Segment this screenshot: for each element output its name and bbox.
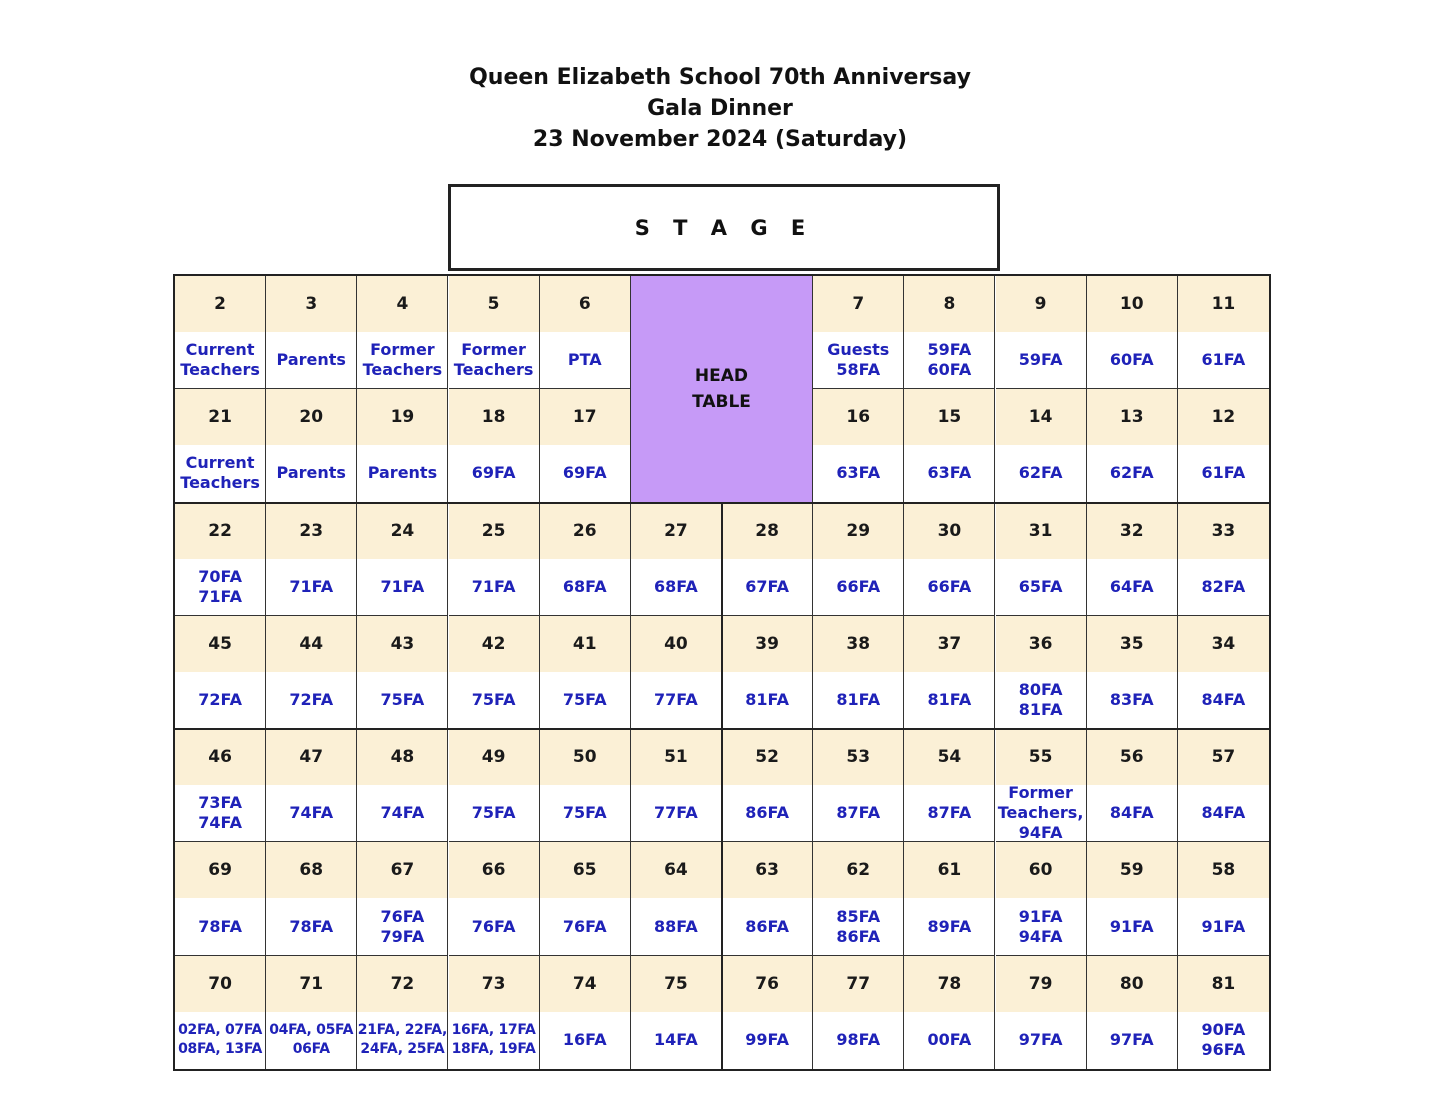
table-number: 7 <box>813 276 904 332</box>
table-assignment: 70FA 71FA <box>175 559 266 616</box>
table-assignment: 78FA <box>175 898 266 955</box>
stage-label: S T A G E <box>634 215 814 240</box>
table-number: 2 <box>175 276 266 332</box>
table-assignment: 61FA <box>1178 332 1269 389</box>
table-assignment: 80FA 81FA <box>996 672 1087 729</box>
table-assignment: 89FA <box>904 898 995 955</box>
table-number: 45 <box>175 616 266 672</box>
table-assignment: 64FA <box>1087 559 1178 616</box>
table-assignment: Parents <box>266 332 357 389</box>
table-assignment: 14FA <box>631 1012 722 1069</box>
table-number: 41 <box>540 616 631 672</box>
table-assignment: 88FA <box>631 898 722 955</box>
table-assignment: 76FA <box>540 898 631 955</box>
table-assignment: PTA <box>540 332 631 389</box>
table-assignment: 75FA <box>357 672 448 729</box>
table-number: 79 <box>996 956 1087 1012</box>
table-assignment: 81FA <box>813 672 904 729</box>
table-assignment: 60FA <box>1087 332 1178 389</box>
table-number: 59 <box>1087 842 1178 898</box>
table-assignment: 73FA 74FA <box>175 785 266 842</box>
table-number: 16 <box>813 389 904 445</box>
table-assignment: Parents <box>266 445 357 502</box>
table-number: 42 <box>449 616 540 672</box>
table-number: 13 <box>1087 389 1178 445</box>
table-number: 67 <box>357 842 448 898</box>
table-assignment: 83FA <box>1087 672 1178 729</box>
table-assignment: 16FA, 17FA 18FA, 19FA <box>449 1012 540 1069</box>
table-assignment: 97FA <box>996 1012 1087 1069</box>
table-number: 47 <box>266 729 357 785</box>
table-assignment: Former Teachers <box>357 332 448 389</box>
table-assignment: 74FA <box>357 785 448 842</box>
table-assignment: 04FA, 05FA 06FA <box>266 1012 357 1069</box>
table-assignment: 98FA <box>813 1012 904 1069</box>
table-number: 26 <box>540 503 631 559</box>
table-number: 22 <box>175 503 266 559</box>
table-number: 71 <box>266 956 357 1012</box>
table-number: 38 <box>813 616 904 672</box>
table-number: 10 <box>1087 276 1178 332</box>
table-number: 14 <box>996 389 1087 445</box>
table-number: 40 <box>631 616 722 672</box>
table-assignment: 75FA <box>449 785 540 842</box>
table-assignment: 71FA <box>266 559 357 616</box>
head-table <box>631 276 813 503</box>
table-number: 63 <box>722 842 813 898</box>
table-assignment: 61FA <box>1178 445 1269 502</box>
table-assignment: 71FA <box>357 559 448 616</box>
table-number: 65 <box>540 842 631 898</box>
table-assignment: 69FA <box>540 445 631 502</box>
table-assignment: 85FA 86FA <box>813 898 904 955</box>
table-assignment: 72FA <box>266 672 357 729</box>
table-number: 24 <box>357 503 448 559</box>
table-assignment: 66FA <box>904 559 995 616</box>
table-assignment: 74FA <box>266 785 357 842</box>
table-assignment: 81FA <box>722 672 813 729</box>
table-number: 62 <box>813 842 904 898</box>
table-assignment: 63FA <box>904 445 995 502</box>
table-number: 9 <box>996 276 1087 332</box>
table-assignment: 87FA <box>904 785 995 842</box>
table-number: 72 <box>357 956 448 1012</box>
table-number: 73 <box>449 956 540 1012</box>
table-number: 27 <box>631 503 722 559</box>
table-number: 44 <box>266 616 357 672</box>
table-assignment: 91FA <box>1178 898 1269 955</box>
table-assignment: 91FA <box>1087 898 1178 955</box>
table-number: 70 <box>175 956 266 1012</box>
table-number: 66 <box>449 842 540 898</box>
table-assignment: 71FA <box>449 559 540 616</box>
table-number: 76 <box>722 956 813 1012</box>
head-table-label: HEAD TABLE <box>692 365 751 412</box>
table-number: 18 <box>449 389 540 445</box>
stage <box>448 184 1000 271</box>
table-assignment: 75FA <box>449 672 540 729</box>
table-assignment: Guests 58FA <box>813 332 904 389</box>
table-number: 46 <box>175 729 266 785</box>
table-number: 61 <box>904 842 995 898</box>
table-number: 29 <box>813 503 904 559</box>
table-assignment: 86FA <box>722 898 813 955</box>
table-assignment: 67FA <box>722 559 813 616</box>
table-assignment: 02FA, 07FA 08FA, 13FA <box>175 1012 266 1069</box>
table-assignment: 86FA <box>722 785 813 842</box>
table-assignment: 00FA <box>904 1012 995 1069</box>
table-number: 58 <box>1178 842 1269 898</box>
table-number: 17 <box>540 389 631 445</box>
table-number: 64 <box>631 842 722 898</box>
table-number: 56 <box>1087 729 1178 785</box>
table-assignment: 76FA 79FA <box>357 898 448 955</box>
table-assignment: 68FA <box>631 559 722 616</box>
table-assignment: 84FA <box>1178 785 1269 842</box>
table-number: 34 <box>1178 616 1269 672</box>
table-assignment: 77FA <box>631 785 722 842</box>
table-number: 12 <box>1178 389 1269 445</box>
aisle-divider <box>721 503 723 1069</box>
table-number: 25 <box>449 503 540 559</box>
table-assignment: 97FA <box>1087 1012 1178 1069</box>
table-assignment: 65FA <box>996 559 1087 616</box>
table-assignment: Current Teachers <box>175 445 266 502</box>
table-number: 54 <box>904 729 995 785</box>
table-assignment: 78FA <box>266 898 357 955</box>
table-number: 15 <box>904 389 995 445</box>
table-number: 31 <box>996 503 1087 559</box>
table-assignment: 75FA <box>540 672 631 729</box>
table-assignment: 59FA <box>996 332 1087 389</box>
table-number: 6 <box>540 276 631 332</box>
table-number: 39 <box>722 616 813 672</box>
table-number: 60 <box>996 842 1087 898</box>
table-number: 57 <box>1178 729 1269 785</box>
page-title <box>0 62 1440 155</box>
table-assignment: 21FA, 22FA, 24FA, 25FA <box>357 1012 448 1069</box>
table-number: 78 <box>904 956 995 1012</box>
table-number: 52 <box>722 729 813 785</box>
seating-grid <box>175 276 1269 1069</box>
table-number: 21 <box>175 389 266 445</box>
table-number: 51 <box>631 729 722 785</box>
table-number: 37 <box>904 616 995 672</box>
table-assignment: 75FA <box>540 785 631 842</box>
table-number: 36 <box>996 616 1087 672</box>
table-number: 53 <box>813 729 904 785</box>
table-number: 69 <box>175 842 266 898</box>
title-line-date: 23 November 2024 (Saturday) <box>532 127 908 152</box>
table-assignment: 84FA <box>1178 672 1269 729</box>
table-number: 32 <box>1087 503 1178 559</box>
table-assignment: Former Teachers <box>449 332 540 389</box>
table-assignment: 63FA <box>813 445 904 502</box>
table-number: 50 <box>540 729 631 785</box>
table-assignment: 59FA 60FA <box>904 332 995 389</box>
table-assignment: 16FA <box>540 1012 631 1069</box>
table-number: 4 <box>357 276 448 332</box>
table-assignment: 91FA 94FA <box>996 898 1087 955</box>
table-number: 33 <box>1178 503 1269 559</box>
table-assignment: Former Teachers, 94FA <box>996 785 1087 842</box>
table-number: 81 <box>1178 956 1269 1012</box>
table-assignment: 81FA <box>904 672 995 729</box>
table-assignment: 77FA <box>631 672 722 729</box>
table-assignment: Current Teachers <box>175 332 266 389</box>
table-number: 19 <box>357 389 448 445</box>
table-number: 30 <box>904 503 995 559</box>
table-number: 11 <box>1178 276 1269 332</box>
table-number: 43 <box>357 616 448 672</box>
table-number: 68 <box>266 842 357 898</box>
table-number: 28 <box>722 503 813 559</box>
table-assignment: 87FA <box>813 785 904 842</box>
table-assignment: 84FA <box>1087 785 1178 842</box>
table-assignment: 90FA 96FA <box>1178 1012 1269 1069</box>
table-number: 55 <box>996 729 1087 785</box>
table-assignment: 62FA <box>1087 445 1178 502</box>
table-assignment: 72FA <box>175 672 266 729</box>
table-assignment: 99FA <box>722 1012 813 1069</box>
table-number: 20 <box>266 389 357 445</box>
table-number: 3 <box>266 276 357 332</box>
table-assignment: 76FA <box>449 898 540 955</box>
table-number: 8 <box>904 276 995 332</box>
table-number: 49 <box>449 729 540 785</box>
table-assignment: 82FA <box>1178 559 1269 616</box>
table-number: 80 <box>1087 956 1178 1012</box>
table-number: 5 <box>449 276 540 332</box>
table-assignment: 69FA <box>449 445 540 502</box>
table-number: 48 <box>357 729 448 785</box>
table-number: 23 <box>266 503 357 559</box>
table-assignment: 66FA <box>813 559 904 616</box>
table-assignment: Parents <box>357 445 448 502</box>
title-line-event: Gala Dinner <box>647 96 793 121</box>
table-number: 74 <box>540 956 631 1012</box>
table-number: 35 <box>1087 616 1178 672</box>
table-number: 75 <box>631 956 722 1012</box>
table-number: 77 <box>813 956 904 1012</box>
table-assignment: 68FA <box>540 559 631 616</box>
table-assignment: 62FA <box>996 445 1087 502</box>
title-line-school: Queen Elizabeth School 70th Anniversay <box>469 65 971 90</box>
